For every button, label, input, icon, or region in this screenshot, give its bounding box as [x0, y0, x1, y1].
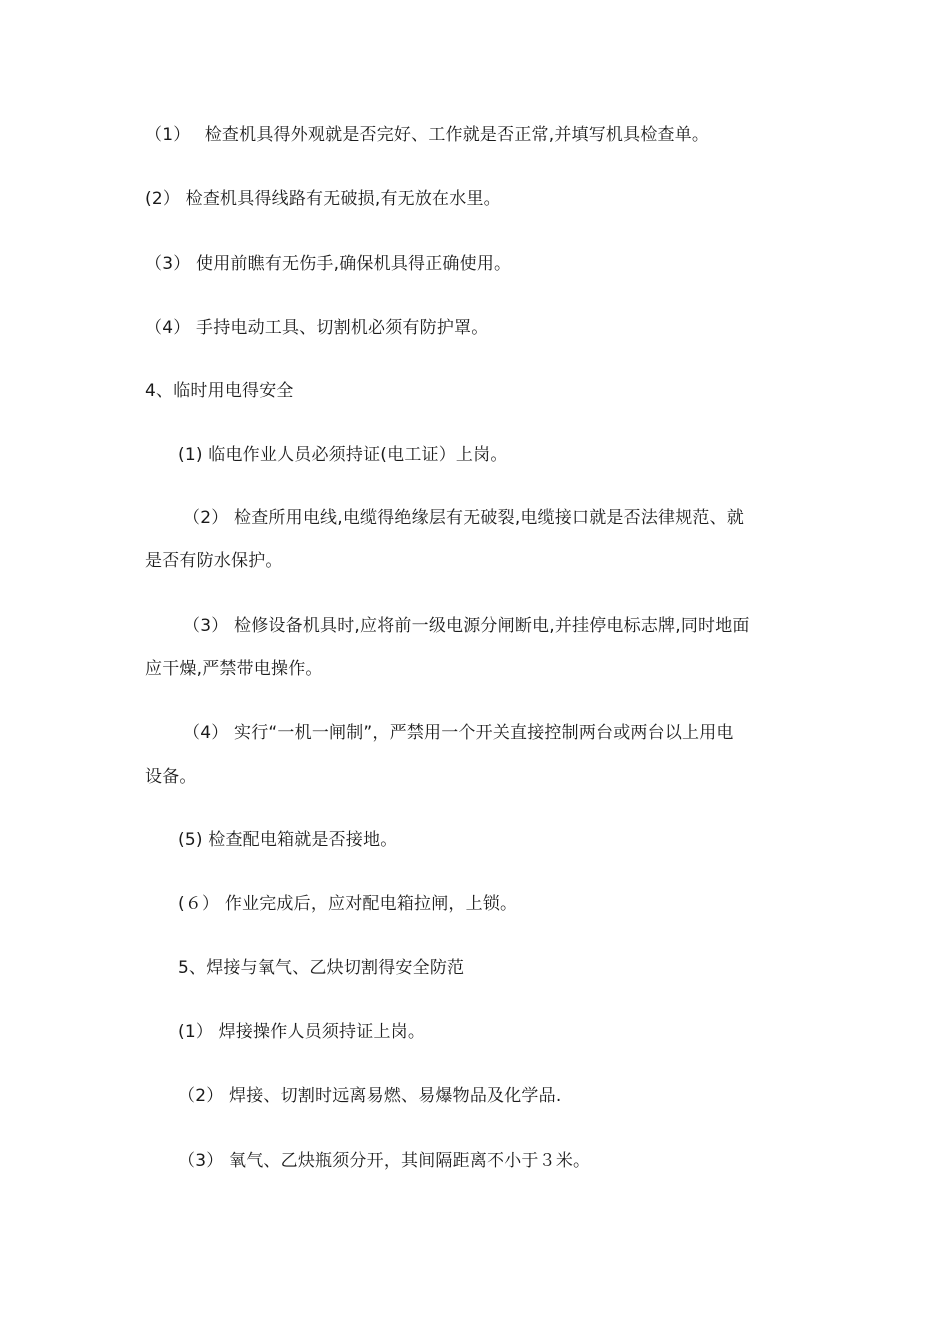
item-4-3-line2: 应干燥,严禁带电操作。 [145, 659, 323, 679]
item-1-4: （4） 手持电动工具、切割机必须有防护罩。 [145, 318, 489, 338]
item-4-4-line2: 设备。 [145, 767, 197, 787]
item-4-2-line2: 是否有防水保护。 [145, 551, 283, 571]
item-1-3: （3） 使用前瞧有无伤手,确保机具得正确使用。 [145, 254, 512, 274]
item-4-3-line1: （3） 检修设备机具时,应将前一级电源分闸断电,并挂停电标志牌,同时地面 [183, 616, 750, 636]
item-1-2: (2） 检查机具得线路有无破损,有无放在水里。 [145, 189, 501, 209]
item-1-1: （1） 检查机具得外观就是否完好、工作就是否正常,并填写机具检查单。 [145, 125, 710, 145]
item-5-1: (1） 焊接操作人员须持证上岗。 [178, 1022, 426, 1042]
item-4-4-line1: （4） 实行“一机一闸制”，严禁用一个开关直接控制两台或两台以上用电 [183, 723, 734, 743]
section-heading-4: 4、临时用电得安全 [145, 381, 294, 401]
item-5-3: （3） 氧气、乙炔瓶须分开，其间隔距离不小于３米。 [178, 1151, 591, 1171]
section-heading-5: 5、焊接与氧气、乙炔切割得安全防范 [178, 958, 465, 978]
item-5-2: （2） 焊接、切割时远离易燃、易爆物品及化学品. [178, 1086, 562, 1106]
item-4-5: (5) 检查配电箱就是否接地。 [178, 830, 398, 850]
item-4-1: (1) 临电作业人员必须持证(电工证）上岗。 [178, 445, 508, 465]
item-4-6: (６） 作业完成后，应对配电箱拉闸，上锁。 [178, 894, 518, 914]
item-4-2-line1: （2） 检查所用电线,电缆得绝缘层有无破裂,电缆接口就是否法律规范、就 [183, 508, 745, 528]
